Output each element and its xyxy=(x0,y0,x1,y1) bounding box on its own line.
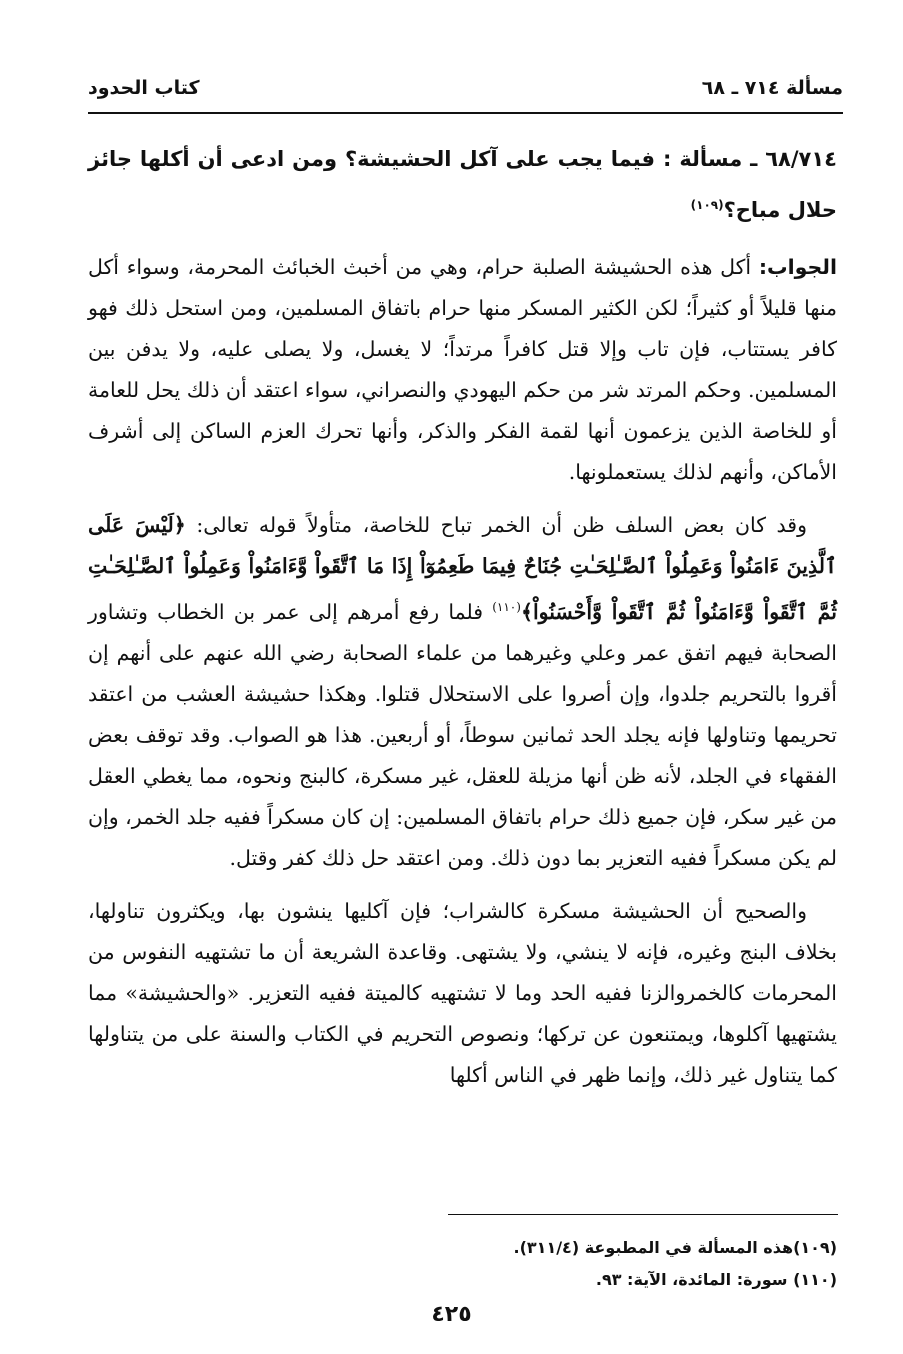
quran-intro-text: وقد كان بعض السلف ظن أن الخمر تباح للخاصة، متأولاً قوله تعالى: xyxy=(185,513,808,537)
footnote-divider xyxy=(448,1214,838,1215)
ruling-text: فلما رفع أمرهم إلى عمر بن الخطاب وتشاور الصحابة فيهم اتفق عمر وعلي وغيرهما من علماء الصحابة رضي الله عنهم على أنهم إن أقروا بالتحريم جلدوا، وإن أصروا على الاستحلال قتلوا. وهكذا حشيشة العشب من اعتقد تحريمها وتناولها فإنه يجلد الحد ثمانين سوطاً، أو أربعين. هذا هو الصواب. وقد توقف بعض الفقهاء في الجلد، لأنه ظن أنها مزيلة للعقل، غير مسكرة، كالبنج ونحوه، مما يغطي العقل من غير سكر، فإن جميع ذلك حرام باتفاق المسلمين: إن كان مسكراً ففيه جلد الخمر، وإن لم يكن مسكراً ففيه التعزير بما دون ذلك. ومن اعتقد حل ذلك كفر وقتل. xyxy=(88,599,837,870)
header-issue-number: مسألة ٧١٤ ـ ٦٨ xyxy=(701,77,843,99)
main-text xyxy=(88,136,837,1108)
quran-paragraph xyxy=(88,505,837,879)
header-book-title: كتاب الحدود xyxy=(88,77,200,99)
answer-text: أكل هذه الحشيشة الصلبة حرام، وهي من أخبث الخبائث المحرمة، وسواء أكل منها قليلاً أو كثيراً؛ لكن الكثير المسكر منها حرام باتفاق المسلمين، ومن استحل ذلك فهو كافر يستتاب، فإن تاب وإلا قتل كافراً مرتداً؛ لا يغسل، ولا يصلى عليه، ولا يدفن بين المسلمين. وحكم المرتد شر من حكم اليهودي والنصراني، سواء اعتقد أن ذلك يحل للعامة أو للخاصة الذين يزعمون أنها لقمة الفكر والذكر، وأنها تحرك العزم الساكن إلى أشرف الأماكن، وأنهم لذلك يستعملونها. xyxy=(88,255,837,484)
conclusion-text: والصحيح أن الحشيشة مسكرة كالشراب؛ فإن آكليها ينشون بها، ويكثرون تناولها، بخلاف البنج وغيره، فإنه لا ينشي، ولا يشتهى. وقاعدة الشريعة أن ما تشتهيه النفوس من المحرمات كالخمروالزنا ففيه الحد وما لا تشتهيه كالميتة ففيه التعزير. «والحشيشة» مما يشتهيها آكلوها، ويمتنعون عن تركها؛ ونصوص التحريم في الكتاب والسنة على من يتناولها كما يتناول غير ذلك، وإنما ظهر في الناس أكلها xyxy=(88,898,837,1087)
answer-paragraph xyxy=(88,247,837,493)
footnotes xyxy=(137,1232,837,1296)
footnote-110: (١١٠) سورة: المائدة، الآية: ٩٣. xyxy=(595,1270,837,1289)
footnote-109: (١٠٩)هذه المسألة في المطبوعة (٣١١/٤). xyxy=(513,1238,837,1257)
running-header xyxy=(88,68,843,108)
conclusion-paragraph xyxy=(88,891,837,1096)
question-text: فيما يجب على آكل الحشيشة؟ ومن ادعى أن أكلها جائز حلال مباح؟ xyxy=(88,147,837,222)
footnote-ref-109: (١٠٩) xyxy=(690,198,724,212)
answer-label: الجواب: xyxy=(758,255,837,279)
quran-verse: ﴿لَيْسَ عَلَى ٱلَّذِينَ ءَامَنُواْ وَعَمِلُواْ ٱلصَّـٰلِحَـٰتِ جُنَاحٌ فِيمَا طَعِمُوٓاْ إِذَا مَا ٱتَّقَواْ وَّءَامَنُواْ وَعَمِلُواْ ٱلصَّـٰلِحَـٰتِ ثُمَّ ٱتَّقَواْ وَّءَامَنُواْ ثُمَّ ٱتَّقَواْ وَّأَحْسَنُواْ﴾ xyxy=(88,513,838,624)
question-number: ٦٨/٧١٤ ـ مسألة : xyxy=(662,147,837,171)
page-number: ٤٢٥ xyxy=(431,1302,472,1327)
question-heading xyxy=(88,136,837,233)
header-divider xyxy=(88,112,843,114)
footnote-ref-110: (١١٠) xyxy=(492,600,521,614)
